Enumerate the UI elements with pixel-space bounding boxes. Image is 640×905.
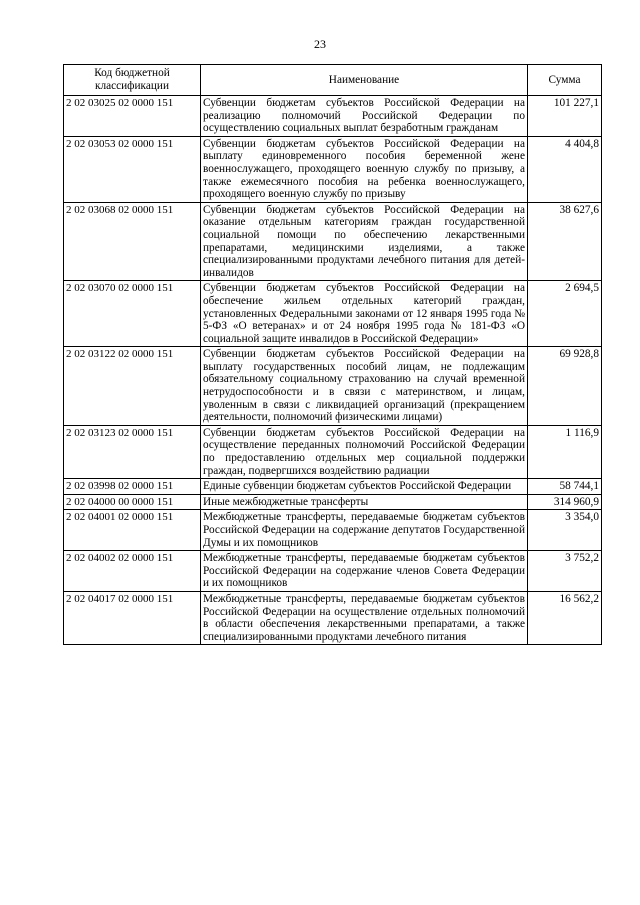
table-row [64,136,602,202]
table-row [64,479,602,495]
row-code: 2 02 03123 02 0000 151 [64,425,201,478]
row-sum: 69 928,8 [528,347,602,426]
row-sum: 3 752,2 [528,551,602,592]
header-sum: Сумма [528,65,602,96]
row-name: Межбюджетные трансферты, передаваемые бюджетам субъектов Российской Федерации на содержание депутатов Государственной Думы и их помощников [201,510,528,551]
row-name: Иные межбюджетные трансферты [201,494,528,510]
table-row [64,281,602,347]
budget-table [63,64,602,645]
table-row [64,202,602,281]
row-sum: 38 627,6 [528,202,602,281]
row-code: 2 02 03122 02 0000 151 [64,347,201,426]
row-code: 2 02 04000 00 0000 151 [64,494,201,510]
table-row [64,425,602,478]
row-name: Субвенции бюджетам субъектов Российской Федерации на осуществление переданных полномочий Российской Федерации по предоставлению отдельных мер социальной поддержки граждан, подвергшихся воздействию радиации [201,425,528,478]
table-row [64,551,602,592]
row-code: 2 02 04001 02 0000 151 [64,510,201,551]
row-code: 2 02 04002 02 0000 151 [64,551,201,592]
row-sum: 314 960,9 [528,494,602,510]
row-name: Субвенции бюджетам субъектов Российской Федерации на выплату единовременного пособия беременной жене военнослужащего, проходящего военную службу по призыву, а также ежемесячного пособия на ребенка военнослужащего, проходящего военную службу по призыву [201,136,528,202]
row-sum: 101 227,1 [528,96,602,137]
row-name: Межбюджетные трансферты, передаваемые бюджетам субъектов Российской Федерации на осуществление отдельных полномочий в области обеспечения лекарственными препаратами, а также специализированными продуктами лечебного питания [201,591,528,644]
table-row [64,510,602,551]
row-name: Субвенции бюджетам субъектов Российской Федерации на оказание отдельным категориям граждан государственной социальной помощи по обеспечению лекарственными препаратами, медицинскими изделиями, а также специализированными продуктами лечебного питания для детей-инвалидов [201,202,528,281]
row-code: 2 02 03025 02 0000 151 [64,96,201,137]
row-sum: 4 404,8 [528,136,602,202]
row-sum: 2 694,5 [528,281,602,347]
row-code: 2 02 03070 02 0000 151 [64,281,201,347]
row-name: Субвенции бюджетам субъектов Российской Федерации на обеспечение жильем отдельных категорий граждан, установленных Федеральными законами от 12 января 1995 года № 5-ФЗ «О ветеранах» и от 24 ноября 1995 года № 181-ФЗ «О социальной защите инвалидов в Российской Федерации» [201,281,528,347]
row-sum: 3 354,0 [528,510,602,551]
header-code: Код бюджетной классификации [64,65,201,96]
row-code: 2 02 03998 02 0000 151 [64,479,201,495]
row-sum: 58 744,1 [528,479,602,495]
row-name: Единые субвенции бюджетам субъектов Российской Федерации [201,479,528,495]
row-sum: 1 116,9 [528,425,602,478]
table-row [64,591,602,644]
page-number: 23 [314,37,326,51]
row-name: Межбюджетные трансферты, передаваемые бюджетам субъектов Российской Федерации на содержание членов Совета Федерации и их помощников [201,551,528,592]
row-code: 2 02 03053 02 0000 151 [64,136,201,202]
table-row [64,347,602,426]
table-row [64,96,602,137]
row-name: Субвенции бюджетам субъектов Российской Федерации на выплату государственных пособий лицам, не подлежащим обязательному социальному страхованию на случай временной нетрудоспособности и в связи с материнством, и лицам, уволенным в связи с ликвидацией организаций (прекращением деятельности, полномочий физическими лицами) [201,347,528,426]
header-name: Наименование [201,65,528,96]
table-row [64,494,602,510]
row-code: 2 02 04017 02 0000 151 [64,591,201,644]
row-name: Субвенции бюджетам субъектов Российской Федерации на реализацию полномочий Российской Федерации по осуществлению социальных выплат безработным гражданам [201,96,528,137]
row-code: 2 02 03068 02 0000 151 [64,202,201,281]
row-sum: 16 562,2 [528,591,602,644]
table-header-row [64,65,602,96]
